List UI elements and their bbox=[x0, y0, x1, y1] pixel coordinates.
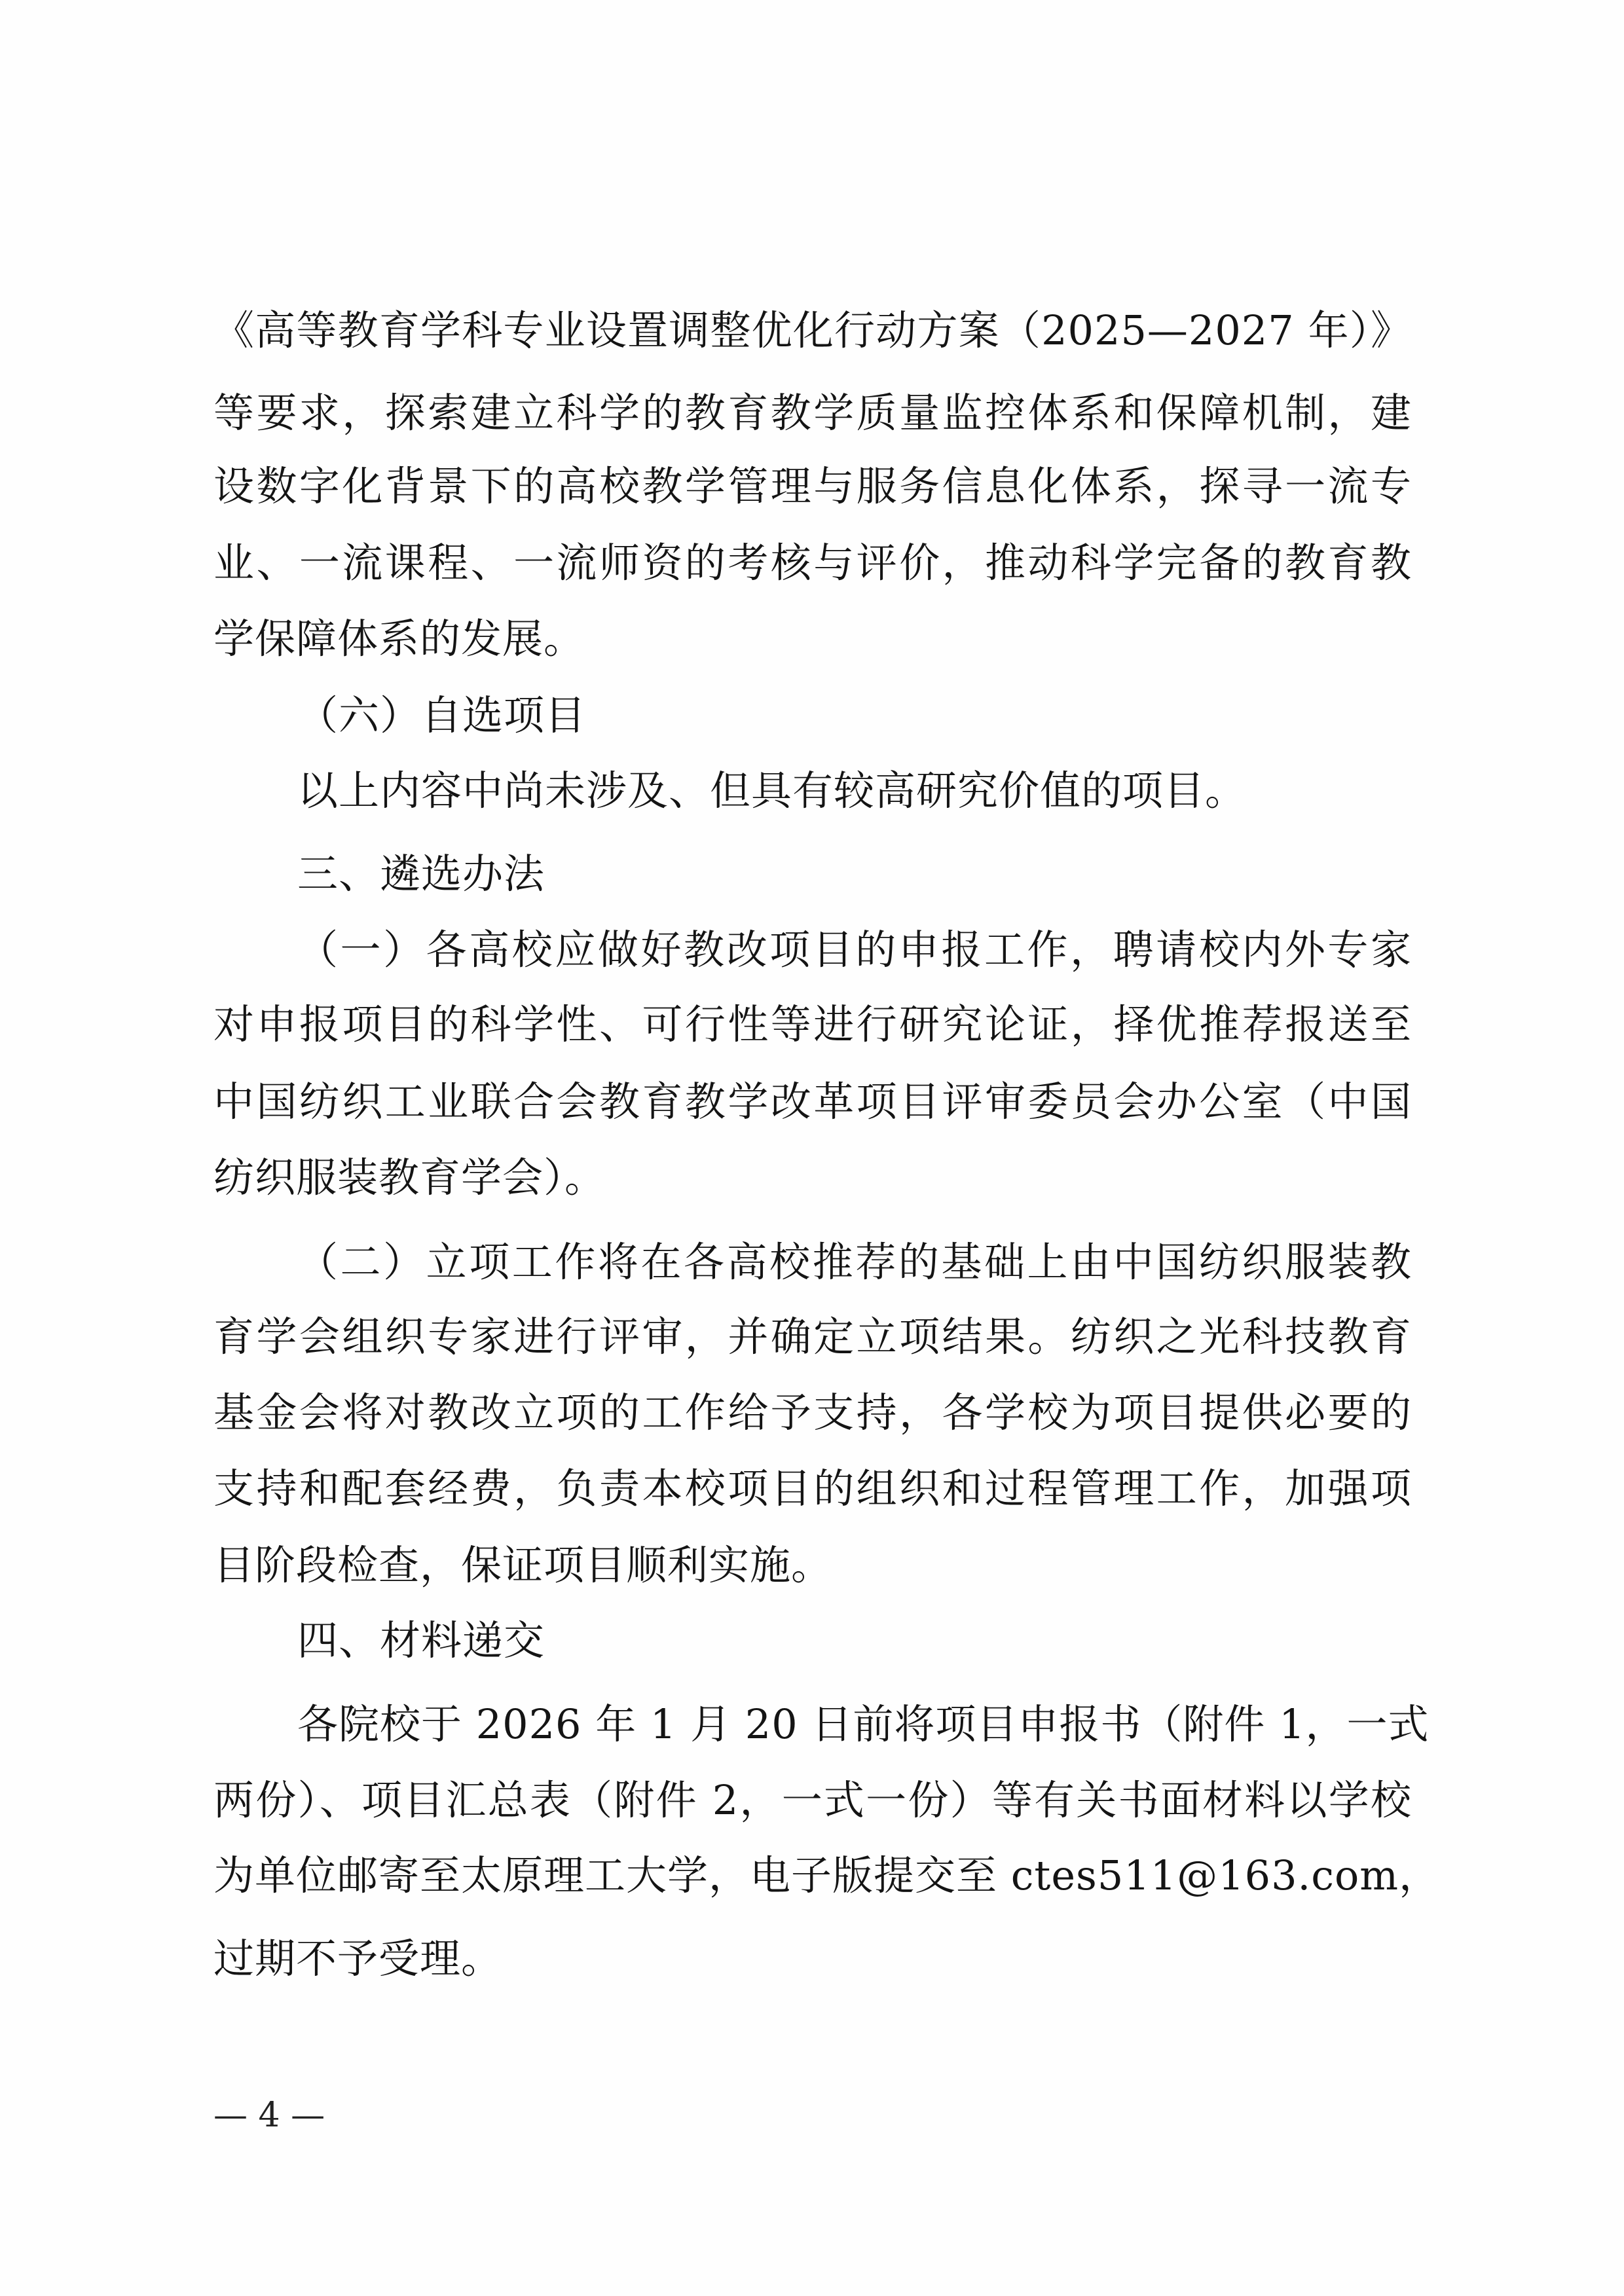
paragraph-line: 过期不予受理。 bbox=[213, 1935, 503, 1982]
paragraph-line: 育学会组织专家进行评审，并确定立项结果。纺织之光科技教育 bbox=[213, 1313, 1412, 1360]
section-heading: （六）自选项目 bbox=[297, 691, 587, 739]
paragraph-line: （一）各高校应做好教改项目的申报工作，聘请校内外专家 bbox=[297, 926, 1412, 974]
paragraph-line: 各院校于 2026 年 1 月 20 日前将项目申报书（附件 1，一式 bbox=[297, 1700, 1430, 1748]
section-heading: 三、遴选办法 bbox=[297, 850, 545, 898]
paragraph-line: 等要求，探索建立科学的教育教学质量监控体系和保障机制，建 bbox=[213, 389, 1412, 437]
page-number: — 4 — bbox=[213, 2096, 325, 2135]
paragraph-line: 对申报项目的科学性、可行性等进行研究论证，择优推荐报送至 bbox=[213, 1000, 1412, 1048]
section-heading: 四、材料递交 bbox=[297, 1616, 545, 1664]
paragraph-line: 基金会将对教改立项的工作给予支持，各学校为项目提供必要的 bbox=[213, 1389, 1412, 1436]
paragraph-line: 纺织服装教育学会）。 bbox=[213, 1154, 606, 1201]
paragraph-line: 中国纺织工业联合会教育教学改革项目评审委员会办公室（中国 bbox=[213, 1078, 1412, 1125]
paragraph-line: 为单位邮寄至太原理工大学，电子版提交至 ctes511@163.com， bbox=[213, 1851, 1441, 1899]
paragraph-line: 设数字化背景下的高校教学管理与服务信息化体系，探寻一流专 bbox=[213, 462, 1412, 510]
paragraph-line: 《高等教育学科专业设置调整优化行动方案（2025—2027 年）》 bbox=[213, 306, 1412, 354]
paragraph-line: 以上内容中尚未涉及、但具有较高研究价值的项目。 bbox=[297, 767, 1247, 814]
paragraph-line: （二）立项工作将在各高校推荐的基础上由中国纺织服装教 bbox=[297, 1238, 1412, 1286]
paragraph-line: 目阶段检查，保证项目顺利实施。 bbox=[213, 1541, 833, 1589]
paragraph-line: 学保障体系的发展。 bbox=[213, 615, 585, 663]
paragraph-line: 支持和配套经费，负责本校项目的组织和过程管理工作，加强项 bbox=[213, 1465, 1412, 1512]
paragraph-line: 两份）、项目汇总表（附件 2，一式一份）等有关书面材料以学校 bbox=[213, 1776, 1412, 1824]
paragraph-line: 业、一流课程、一流师资的考核与评价，推动科学完备的教育教 bbox=[213, 539, 1412, 587]
